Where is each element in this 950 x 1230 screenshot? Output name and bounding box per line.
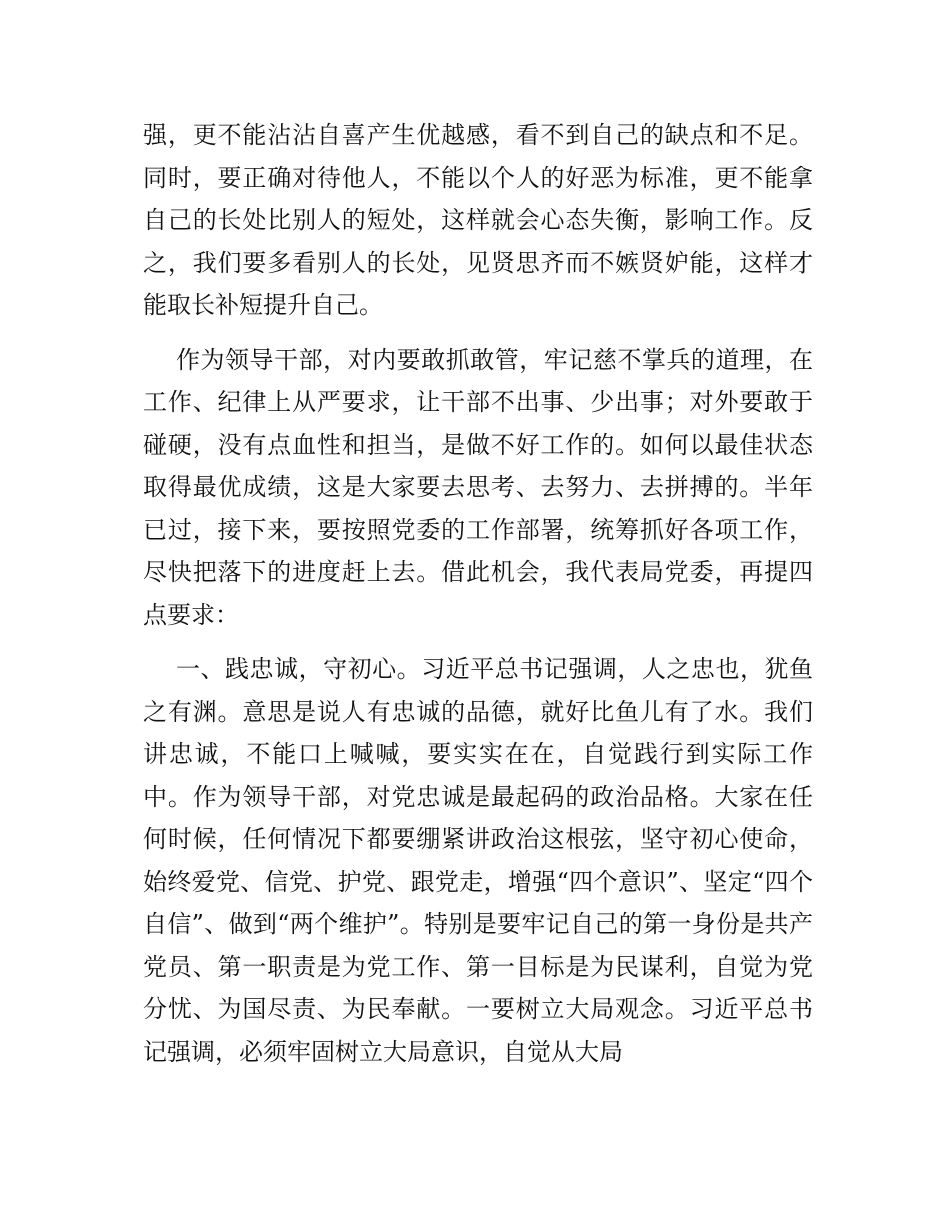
paragraph-continued: 强，更不能沾沾自喜产生优越感，看不到自己的缺点和不足。同时，要正确对待他人，不能以个人的好恶为标准，更不能拿自己的长处比别人的短处，这样就会心态失衡，影响工作。反之，我们要多看别人的长处，见贤思齐而不嫉贤妒能，这样才能取长补短提升自己。 (143, 121, 813, 319)
paragraph-leadership-requirements: 作为领导干部，对内要敢抓敢管，牢记慈不掌兵的道理，在工作、纪律上从严要求，让干部不出事、少出事；对外要敢于碰硬，没有点血性和担当，是做不好工作的。如何以最佳状态取得最优成绩，这是大家要去思考、去努力、去拼搏的。半年已过，接下来，要按照党委的工作部署，统筹抓好各项工作，尽快把落下的进度赶上去。借此机会，我代表局党委，再提四点要求： (143, 345, 813, 629)
document-body (143, 114, 813, 1073)
paragraph-loyalty-section: 一、践忠诚，守初心。习近平总书记强调，人之忠也，犹鱼之有渊。意思是说人有忠诚的品德，就好比鱼儿有了水。我们讲忠诚，不能口上喊喊，要实实在在，自觉践行到实际工作中。作为领导干部，对党忠诚是最起码的政治品格。大家在任何时候，任何情况下都要绷紧讲政治这根弦，坚守初心使命，始终爱党、信党、护党、跟党走，增强“四个意识”、坚定“四个自信”、做到“两个维护”。特别是要牢记自己的第一身份是共产党员、第一职责是为党工作、第一目标是为民谋利，自觉为党分忧、为国尽责、为民奉献。一要树立大局观念。习近平总书记强调，必须牢固树立大局意识，自觉从大局 (143, 655, 813, 1066)
